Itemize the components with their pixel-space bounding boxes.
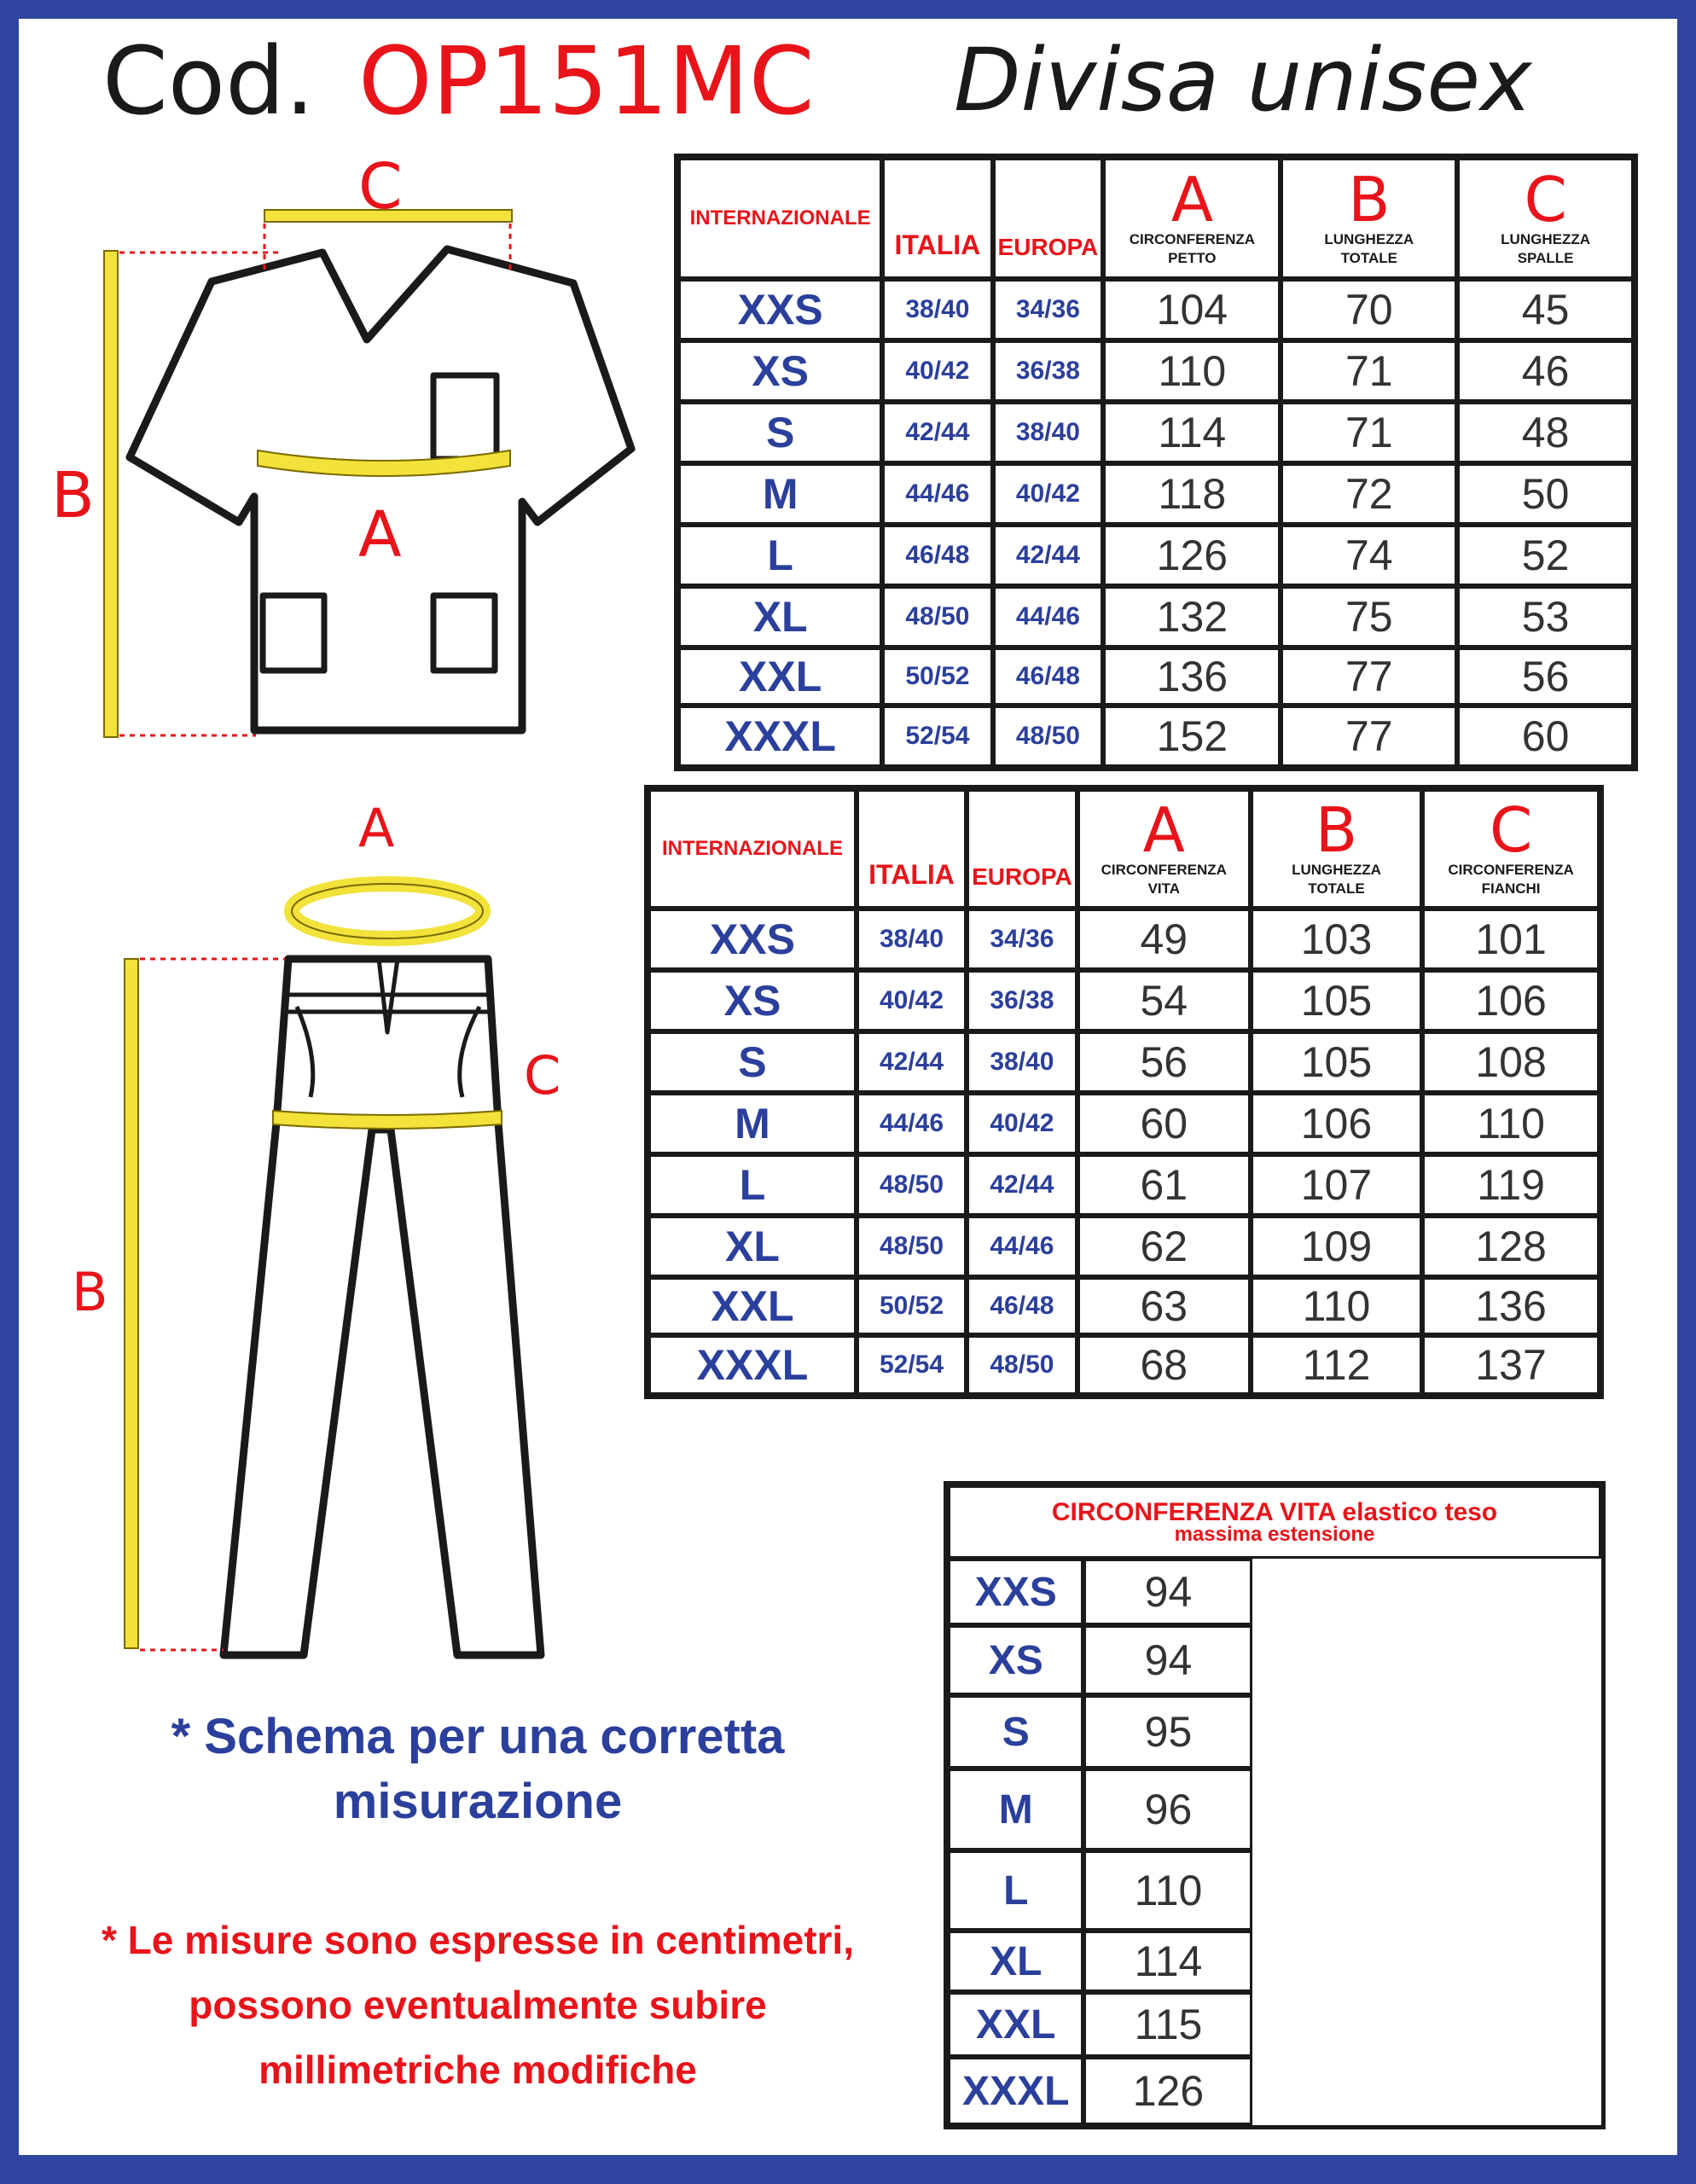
italia-cell: 52/54 (882, 706, 992, 767)
b-cell: 107 (1251, 1154, 1422, 1216)
header-a (1077, 789, 1251, 909)
shirt-label-c: C (358, 150, 403, 224)
size-cell: M (678, 463, 882, 525)
header-internazionale: INTERNAZIONALE (678, 158, 882, 279)
table-row (678, 340, 1634, 402)
header-europa: EUROPA (993, 158, 1104, 279)
top-size-table (674, 154, 1638, 771)
size-cell: M (948, 1769, 1083, 1850)
table-row (648, 909, 1600, 970)
europa-cell: 48/50 (993, 706, 1104, 767)
c-cell: 101 (1422, 909, 1600, 970)
c-cell: 128 (1422, 1216, 1600, 1277)
size-cell: XXXL (948, 2057, 1083, 2125)
europa-cell: 40/42 (993, 463, 1104, 525)
size-cell: L (648, 1154, 857, 1216)
pants-size-table (644, 785, 1604, 1399)
header-c (1457, 158, 1634, 279)
italia-cell: 44/46 (882, 463, 992, 525)
europa-cell: 42/44 (993, 525, 1104, 586)
header-a-letter: A (1170, 164, 1213, 235)
b-cell: 77 (1281, 648, 1457, 706)
c-cell: 45 (1457, 279, 1634, 340)
waist-value-cell: 96 (1083, 1769, 1252, 1850)
header-a-line1: CIRCONFERENZA (1101, 862, 1227, 878)
units-note-line1: * Le misure sono espresse in centimetri, (102, 1918, 854, 1962)
size-cell: XL (948, 1931, 1083, 1992)
italia-cell: 44/46 (857, 1093, 967, 1154)
waist-table-header (948, 1485, 1601, 1559)
header-c-line2: SPALLE (1517, 250, 1574, 266)
b-cell: 110 (1251, 1277, 1422, 1335)
c-cell: 110 (1422, 1093, 1600, 1154)
italia-cell: 48/50 (882, 586, 992, 648)
top-table-header (678, 158, 1634, 279)
header-b-line2: TOTALE (1308, 880, 1365, 897)
table-row (678, 706, 1634, 767)
header-c-line2: FIANCHI (1481, 880, 1541, 897)
table-row (948, 1559, 1601, 1625)
table-row (948, 1625, 1601, 1695)
shirt-label-a: A (358, 498, 402, 572)
header-b (1281, 158, 1457, 279)
europa-cell: 48/50 (967, 1335, 1077, 1395)
table-row (648, 1154, 1600, 1216)
table-row (678, 586, 1634, 648)
table-row (678, 402, 1634, 463)
italia-cell: 48/50 (857, 1216, 967, 1277)
size-cell: XXXL (678, 706, 882, 767)
size-cell: XL (678, 586, 882, 648)
table-row (678, 648, 1634, 706)
b-cell: 77 (1281, 706, 1457, 767)
shirt-label-b: B (51, 459, 95, 532)
header-italia: ITALIA (857, 789, 967, 909)
b-cell: 106 (1251, 1093, 1422, 1154)
header-b-line1: LUNGHEZZA (1324, 231, 1414, 247)
header-b (1251, 789, 1422, 909)
shirt-icon (130, 249, 631, 730)
c-cell: 119 (1422, 1154, 1600, 1216)
size-cell: S (948, 1695, 1083, 1769)
empty-cell (1252, 1769, 1601, 1850)
b-cell: 74 (1281, 525, 1457, 586)
waist-table-title-cell (948, 1485, 1601, 1559)
a-cell: 110 (1103, 340, 1281, 402)
table-row (648, 1031, 1600, 1093)
table-row (948, 1769, 1601, 1850)
b-cell: 105 (1251, 970, 1422, 1031)
waist-value-cell: 94 (1083, 1625, 1252, 1695)
europa-cell: 38/40 (993, 402, 1104, 463)
size-cell: XS (948, 1625, 1083, 1695)
size-cell: XS (678, 340, 882, 402)
italia-cell: 40/42 (882, 340, 992, 402)
size-cell: L (678, 525, 882, 586)
code-label: Cod. (102, 26, 315, 136)
header-b-line2: TOTALE (1340, 250, 1398, 266)
pants-tape-a (292, 884, 483, 938)
table-row (948, 1695, 1601, 1769)
table-row (648, 1093, 1600, 1154)
size-cell: XXS (648, 909, 857, 970)
waist-value-cell: 95 (1083, 1695, 1252, 1769)
table-row (648, 1277, 1600, 1335)
empty-cell (1252, 1992, 1601, 2057)
units-note-line3: millimetriche modifiche (258, 2048, 697, 2092)
product-code: OP151MC (358, 26, 815, 136)
c-cell: 53 (1457, 586, 1634, 648)
italia-cell: 42/44 (857, 1031, 967, 1093)
b-cell: 105 (1251, 1031, 1422, 1093)
b-cell: 72 (1281, 463, 1457, 525)
header-a (1103, 158, 1281, 279)
pants-label-a: A (358, 797, 395, 859)
size-cell: S (648, 1031, 857, 1093)
table-row (948, 2057, 1601, 2125)
header-internazionale: INTERNAZIONALE (648, 789, 857, 909)
empty-cell (1252, 2057, 1601, 2125)
waist-table-subtitle: massima estensione (1174, 1523, 1375, 1546)
table-row (648, 1335, 1600, 1395)
empty-cell (1252, 1931, 1601, 1992)
c-cell: 46 (1457, 340, 1634, 402)
header-c (1422, 789, 1600, 909)
size-cell: XXL (678, 648, 882, 706)
c-cell: 137 (1422, 1335, 1600, 1395)
italia-cell: 38/40 (882, 279, 992, 340)
pants-label-c: C (524, 1044, 561, 1107)
waist-value-cell: 126 (1083, 2057, 1252, 2125)
a-cell: 49 (1077, 909, 1251, 970)
size-cell: M (648, 1093, 857, 1154)
empty-cell (1252, 1695, 1601, 1769)
a-cell: 132 (1103, 586, 1281, 648)
size-cell: XL (648, 1216, 857, 1277)
table-row (948, 1992, 1601, 2057)
waist-table-title: CIRCONFERENZA VITA elastico teso (1051, 1498, 1498, 1526)
header-italia: ITALIA (882, 158, 992, 279)
europa-cell: 38/40 (967, 1031, 1077, 1093)
waist-value-cell: 114 (1083, 1931, 1252, 1992)
waist-value-cell: 94 (1083, 1559, 1252, 1625)
a-cell: 118 (1103, 463, 1281, 525)
header-a-line2: VITA (1147, 880, 1181, 897)
europa-cell: 34/36 (993, 279, 1104, 340)
italia-cell: 42/44 (882, 402, 992, 463)
b-cell: 109 (1251, 1216, 1422, 1277)
a-cell: 114 (1103, 402, 1281, 463)
italia-cell: 50/52 (857, 1277, 967, 1335)
table-row (648, 970, 1600, 1031)
header-a-line1: CIRCONFERENZA (1129, 231, 1256, 247)
c-cell: 52 (1457, 525, 1634, 586)
a-cell: 126 (1103, 525, 1281, 586)
empty-cell (1252, 1559, 1601, 1625)
waist-elastic-table (944, 1481, 1606, 2129)
a-cell: 68 (1077, 1335, 1251, 1395)
italia-cell: 38/40 (857, 909, 967, 970)
europa-cell: 46/48 (993, 648, 1104, 706)
size-cell: S (678, 402, 882, 463)
table-row (648, 1216, 1600, 1277)
italia-cell: 46/48 (882, 525, 992, 586)
c-cell: 50 (1457, 463, 1634, 525)
table-row (678, 279, 1634, 340)
b-cell: 71 (1281, 340, 1457, 402)
units-note (17, 1908, 938, 2102)
size-cell: XXS (948, 1559, 1083, 1625)
measurement-note (34, 1705, 921, 1834)
header-a-letter: A (1142, 794, 1185, 866)
header-b-letter: B (1348, 164, 1391, 235)
measurement-note-line1: * Schema per una corretta (171, 1709, 785, 1764)
size-cell: XXL (948, 1992, 1083, 2057)
waist-value-cell: 110 (1083, 1850, 1252, 1931)
size-cell: L (948, 1850, 1083, 1931)
empty-cell (1252, 1850, 1601, 1931)
waist-value-cell: 115 (1083, 1992, 1252, 2057)
italia-cell: 50/52 (882, 648, 992, 706)
europa-cell: 44/46 (967, 1216, 1077, 1277)
italia-cell: 52/54 (857, 1335, 967, 1395)
a-cell: 56 (1077, 1031, 1251, 1093)
header-c-letter: C (1524, 164, 1567, 235)
europa-cell: 36/38 (993, 340, 1104, 402)
header-c-line1: CIRCONFERENZA (1448, 862, 1574, 878)
europa-cell: 46/48 (967, 1277, 1077, 1335)
b-cell: 71 (1281, 402, 1457, 463)
table-row (678, 525, 1634, 586)
b-cell: 112 (1251, 1335, 1422, 1395)
europa-cell: 42/44 (967, 1154, 1077, 1216)
c-cell: 136 (1422, 1277, 1600, 1335)
a-cell: 60 (1077, 1093, 1251, 1154)
b-cell: 103 (1251, 909, 1422, 970)
a-cell: 62 (1077, 1216, 1251, 1277)
c-cell: 48 (1457, 402, 1634, 463)
size-cell: XXS (678, 279, 882, 340)
table-row (948, 1931, 1601, 1992)
c-cell: 108 (1422, 1031, 1600, 1093)
size-cell: XS (648, 970, 857, 1031)
size-cell: XXL (648, 1277, 857, 1335)
table-row (678, 463, 1634, 525)
a-cell: 136 (1103, 648, 1281, 706)
b-cell: 75 (1281, 586, 1457, 648)
header-c-letter: C (1489, 794, 1533, 866)
c-cell: 106 (1422, 970, 1600, 1031)
europa-cell: 40/42 (967, 1093, 1077, 1154)
europa-cell: 34/36 (967, 909, 1077, 970)
empty-cell (1252, 1625, 1601, 1695)
size-cell: XXXL (648, 1335, 857, 1395)
pants-table-header (648, 789, 1600, 909)
table-row (948, 1850, 1601, 1931)
c-cell: 60 (1457, 706, 1634, 767)
pants-icon (224, 959, 541, 1655)
a-cell: 61 (1077, 1154, 1251, 1216)
a-cell: 54 (1077, 970, 1251, 1031)
header-b-line1: LUNGHEZZA (1292, 862, 1381, 878)
header-b-letter: B (1315, 794, 1358, 866)
a-cell: 152 (1103, 706, 1281, 767)
a-cell: 63 (1077, 1277, 1251, 1335)
c-cell: 56 (1457, 648, 1634, 706)
product-name: Divisa unisex (954, 30, 1532, 131)
units-note-line2: possono eventualmente subire (189, 1983, 767, 2027)
a-cell: 104 (1103, 279, 1281, 340)
header-c-line1: LUNGHEZZA (1501, 231, 1590, 247)
europa-cell: 44/46 (993, 586, 1104, 648)
europa-cell: 36/38 (967, 970, 1077, 1031)
header-europa: EUROPA (967, 789, 1077, 909)
measurement-note-line2: misurazione (333, 1774, 623, 1829)
header-a-line2: PETTO (1168, 250, 1217, 266)
italia-cell: 40/42 (857, 970, 967, 1031)
pants-label-b: B (72, 1261, 108, 1323)
italia-cell: 48/50 (857, 1154, 967, 1216)
b-cell: 70 (1281, 279, 1457, 340)
